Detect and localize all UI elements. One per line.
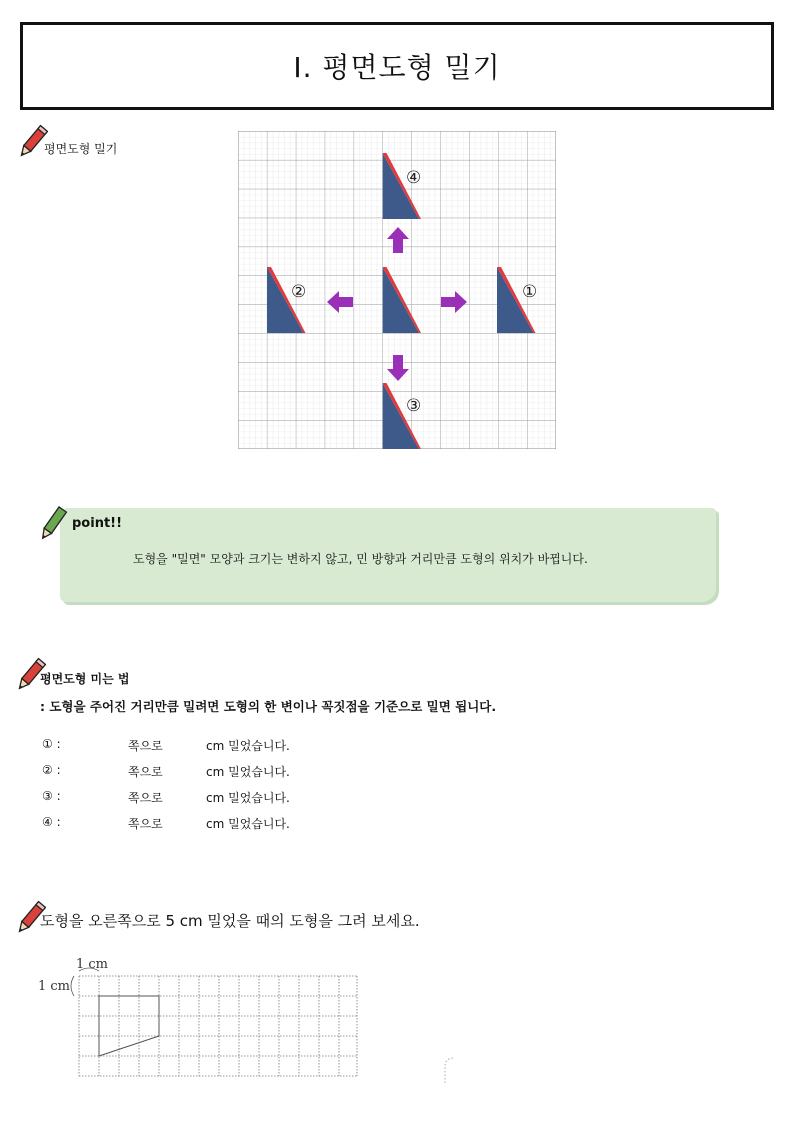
point-text: 도형을 "밀면" 모양과 크기는 변하지 않고, 민 방향과 거리만큼 도형의 위치가 바뀝니다.	[133, 552, 588, 566]
unit-left-label: 1 cm	[38, 979, 71, 994]
section2-title: 평면도형 미는 법	[40, 672, 130, 686]
dotted-mark	[440, 1055, 460, 1085]
page-title: Ⅰ. 평면도형 밀기	[293, 51, 501, 84]
answer-direction: 쪽으로	[128, 739, 163, 753]
answer-direction: 쪽으로	[128, 817, 163, 831]
answer-row-2	[42, 763, 362, 781]
unit-top-label: 1 cm	[76, 957, 109, 972]
answer-row-1	[42, 737, 362, 755]
answer-num: ② :	[42, 763, 61, 777]
answer-distance: cm 밀었습니다.	[206, 791, 290, 805]
answer-distance: cm 밀었습니다.	[206, 739, 290, 753]
label-1: ①	[522, 282, 538, 302]
answer-distance: cm 밀었습니다.	[206, 765, 290, 779]
point-label: point!!	[72, 516, 123, 531]
answer-row-3	[42, 789, 362, 807]
drawing-grid	[38, 950, 368, 1090]
label-2: ②	[291, 282, 307, 302]
section1-label: 평면도형 밀기	[44, 142, 118, 156]
answer-direction: 쪽으로	[128, 791, 163, 805]
label-3: ③	[406, 396, 422, 416]
page-title-box	[20, 22, 774, 110]
answer-direction: 쪽으로	[128, 765, 163, 779]
label-4: ④	[406, 168, 422, 188]
answer-num: ④ :	[42, 815, 61, 829]
answer-num: ① :	[42, 737, 61, 751]
answer-row-4	[42, 815, 362, 833]
answer-num: ③ :	[42, 789, 61, 803]
translation-grid	[238, 131, 556, 449]
quadrilateral-shape	[99, 996, 159, 1056]
section2-subtitle: : 도형을 주어진 거리만큼 밀려면 도형의 한 변이나 꼭짓점을 기준으로 밀면 됩니다.	[40, 699, 497, 714]
green-pencil-icon	[36, 504, 68, 544]
task-title: 도형을 오른쪽으로 5 cm 밀었을 때의 도형을 그려 보세요.	[40, 912, 420, 930]
answer-distance: cm 밀었습니다.	[206, 817, 290, 831]
